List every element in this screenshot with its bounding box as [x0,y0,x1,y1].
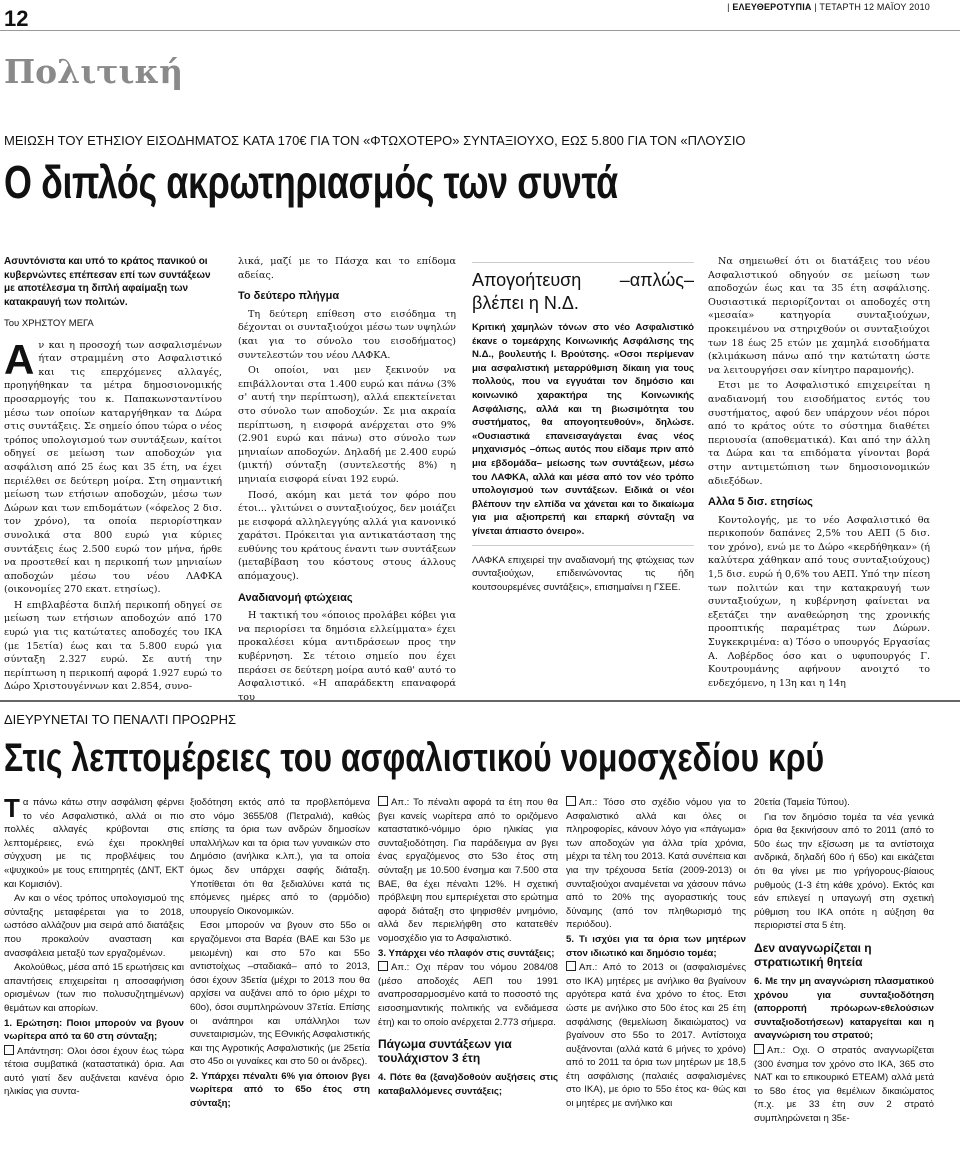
article1-paragraph: λικά, μαζί με το Πάσχα και το επίδομα αδείας. [238,256,456,281]
sidebar-box [472,262,694,546]
article-divider [0,700,960,702]
article2-kicker: ΔΙΕΥΡΥΝΕΤΑΙ ΤΟ ΠΕΝΑΛΤΙ ΠΡΟΩΡΗΣ [4,712,237,727]
answer-6: Απ.: Οχι. Ο στρατός αναγνωρίζεται (300 ένσημα τον χρόνο στο ΙΚΑ, 365 στο ΝΑΤ και το επικουρικό ΕΤΕΑΜ) αλλά μετά το 58ο έτος για θεμέλιων δικαιώματος (π.χ. με 33 έτη συν 2 στρατό συμπληρώνεται η 35ε- [754,1044,934,1124]
article1-column-4 [708,255,930,687]
question-3: 3. Υπάρχει νέο πλαφόν στις συντάξεις; [378,947,555,959]
article1-lead: Ασυντόνιστα και υπό το κράτος πανικού οι κυβερνώντες επέπεσαν επί των συντάξεων με αποτέλεσμα τη διπλή αφαίμαξη των κατακραυγή των πολιτών. [4,256,211,308]
question-4: 4. Πότε θα (ξανα)δοθούν αυξήσεις στις καταβαλλόμενες συντάξεις; [378,1072,558,1097]
article1-subhead: Το δεύτερο πλήγμα [238,290,340,303]
answer-1: Απάντηση: Ολοι όσοι έχουν έως τώρα τέτοια συμβατικά (καταστατικά) όρια. Ααι αυτό γιατί δεν αυξάνεται κανένα όριο ηλικίας για συντα- [4,1045,184,1098]
answer-2: Απ.: Το πέναλτι αφορά τα έτη που θα βγει κανείς νωρίτερα από το οριζόμενο καταστατικό-νόμιμο όριο ηλικίας για συνταξιοδότηση. Για παράδειγμα αν βγει ένας εργαζόμενος στο 53ο έτος στη σύνταξη με 10.500 ένσημα και 7.500 στα ΒΑΕ, θα έχει πέναλτι 12%. Η σχετική πρόβλεψη που εμπεριέχεται στο ερώτημα αφορά διάταξη στο ψηφισθέν μνημόνιο, αλλά δεν περιελήφθη στο κατατεθέν νομοσχέδιο για το Ασφαλιστικό. [378,797,558,944]
article1-subhead: Αλλα 5 δισ. ετησίως [708,496,813,509]
checkbox-icon [566,796,576,806]
article2-paragraph: Για τον δημόσιο τομέα τα νέα γενικά όρια θα ξεκινήσουν από το 2011 (από το 50ο έως την εξίσωση με τα αντίστοιχα ανδρικά, δηλαδή 60ο ή 65ο) και εικάζεται ότι θα γίνει με πιο γρήγορους-βίαιους ρυθμούς (1-3 έτη κάθε χρόνο). Εκτός και εάν επιλεγεί η υπαγωγή στη σχετική ρύθμιση του ΙΚΑ οπότε η αύξηση θα περιοριστεί στα 5 έτη. [754,811,934,932]
section-title: Πολιτική [4,52,184,91]
article1-dropcap: Α [4,335,35,383]
page-number: 12 [4,6,29,31]
article2-dropcap: Τ [4,793,20,823]
article2-column-2 [190,796,370,1150]
article1-paragraph: Η επιβλαβέστα διπλή περικοπή οδηγεί σε μείωση των ετήσιων αποδοχών από 170 ευρώ για τις κατώτατες αποδοχές του ΙΚΑ (με 15ετία) έως και τα 5.800 ευρώ για σύνταξη 2.327 ευρώ. Σε αυτή την περίπτωση η περικοπή αφορά 1.927 ευρώ το Δώρο Χριστουγέννων και 2.854, συνο- [4,599,222,693]
article2-paragraph: Ακολούθως, μέσα από 15 ερωτήσεις και απαντήσεις επιχειρείται η αποσαφήνιση ορισμένων (των πιο πολυσυζητημένων) θεμάτων και απορίων. [4,962,184,1014]
question-5: 5. Τι ισχύει για τα όρια των μητέρων στον ιδιωτικό και δημόσιο τομέα; [566,933,746,959]
article1-column-3 [472,262,694,687]
article1-byline: Του ΧΡΗΣΤΟΥ ΜΕΓΑ [4,318,94,329]
checkbox-icon [566,961,576,971]
article2-subhead: Δεν αναγνωρίζεται η στρατιωτική θητεία [754,940,872,969]
sidebar-box-title: Απογοήτευση –απλώς– βλέπει η Ν.Δ. [472,270,694,313]
checkbox-icon [4,1045,14,1055]
article1-paragraph: Ετσι με το Ασφαλιστικό επιχειρείται η αναδιανομή του εισοδήματος εντός του συστήματος, αφού δεν υπάρχουν νέοι πόροι από το κράτος ούτε το σύστημα διαθέτει περιουσία (αποθεματικά). Και από την άλλη τα Δώρα και τα επιδόματα γίνονται βορά στην αντιμετώπιση των δημοσιονομικών αδιεξόδων. [708,380,930,487]
article1-headline: Ο διπλός ακρωτηριασμός των συντά [4,156,618,208]
article2-subhead: Πάγωμα συντάξεων για τουλάχιστον 3 έτη [378,1037,512,1066]
article1-paragraph: Ποσό, ακόμη και μετά τον φόρο που έτοι... γλιτώνει ο συνταξιούχος, δεν μοιάζει με εισφορά αλληλεγγύης αλλά για κανονικό χαράτσι. Πρόκειται για αντικατάσταση της ευθύνης του κράτους έναντι των συντάξεων (μεταβίβαση του κόστους στους άλλους απόμαχους). [238,489,456,583]
article1-kicker: ΜΕΙΩΣΗ ΤΟΥ ΕΤΗΣΙΟΥ ΕΙΣΟΔΗΜΑΤΟΣ ΚΑΤΑ 170€ ΓΙΑ ΤΟΝ «ΦΤΩΧΟΤΕΡΟ» ΣΥΝΤΑΞΙΟΥΧΟ, ΕΩΣ 5.800 ΓΙΑ ΤΟΝ «ΠΛΟΥΣΙΟ [4,133,746,148]
masthead: | ΕΛΕΥΘΕΡΟΤΥΠΙΑ | ΤΕΤΑΡΤΗ 12 ΜΑΪΟΥ 2010 [727,2,930,12]
article1-paragraph: ΛΑΦΚΑ επιχειρεί την αναδιανομή της φτώχειας των συνταξιούχων, επιδεινώνοντας τις ήδη κουτσουρεμένες συντάξεις», επισημαίνει η ΓΣΕΕ. [472,554,694,593]
article2-paragraph: Αν και ο νέος τρόπος υπολογισμού της σύνταξης μεταφέρεται για το 2018, ωστόσο αλλάζουν μια σειρά από διατάξεις που προκαλούν ανασταση και ανασφάλεια μεταξύ των εργαζομένων. [4,893,184,959]
checkbox-icon [754,1044,764,1054]
article1-paragraph: Η τακτική του «όποιος προλάβει κόβει για να περιορίσει τα δημόσια ελλείμματα» έχει προκαλέσει κύμα αντιδράσεων προς την κυβέρνηση. Σε τέτοιο σημείο που έχει περάσει σε δεύτερη μοίρα αυτό καθ' αυτό το Ασφαλιστικό. «Η απαράδεκτη επαναφορά του [238,610,456,703]
article1-column-2 [238,255,456,703]
article1-column-1 [4,255,222,693]
article2-headline: Στις λεπτομέρειες του ασφαλιστικού νομοσχεδίου κρύ [4,736,825,780]
masthead-date: ΤΕΤΑΡΤΗ 12 ΜΑΪΟΥ 2010 [819,2,930,12]
question-1: 1. Ερώτηση: Ποιοι μπορούν να βγουν νωρίτερα από τα 60 στη σύνταξη; [4,1017,184,1043]
article2-paragraph: α πάνω κάτω στην ασφάλιση φέρνει το νέο Ασφαλιστικό, αλλά οι πιο πολλές αλλαγές κρύβονται στις λεπτομέρειες, ενώ έχει προκληθεί σύγχυση με τις προβλέψεις του «ψυχικού» με τους επιτηρητές (ΔΝΤ, ΕΚΤ και Κομισιόν). [4,797,184,890]
answer-3: Απ.: Οχι πέραν του νόμου 2084/08 (μέσο αποδοχές ΑΕΠ του 1991 αναπροσαρμοσμένο κατά το ποσοστό της εισοσημαντικής πολιτικής να ενδιάμεσα έτη) και το οποίο ανέρχεται 2.773 σήμερα. [378,962,558,1028]
article1-paragraph: Οι οποίοι, ναι μεν ξεκινούν να επιβάλλονται στα 1.400 ευρώ και πάνω (3% σ' αυτή την περίπτωση), αλλά επεκτείνεται στο σύνολο των αποδοχών. Σε μια ακραία περίπτωση, η εισφορά ανέρχεται στο 9% (2.901 ευρώ και πάνω) στο σύνολο των μηνιαίων αποδοχών. Δηλαδή με 2.400 ευρώ (μικτή) σύνταξη (συντελεστής 8%) η μηνιαία εισφορά είναι 192 ευρώ. [238,365,456,485]
question-6: 6. Με την μη αναγνώριση πλασματικού χρόνου για συνταξιοδότηση (απορροπή πρόωρων-εθελούσιων συνταξιοδοτήσεων) καταργείται και η αναγνώριση του στρατού; [754,975,934,1042]
question-2: 2. Υπάρχει πέναλτι 6% για όποιον βγει νωρίτερα από το 65ο έτος στη σύνταξη; [190,1070,370,1110]
article2-column-5 [754,796,934,1150]
checkbox-icon [378,961,388,971]
answer-5: Απ.: Από το 2013 οι (ασφαλισμένες στο ΙΚΑ) μητέρες με ανήλικο θα βγαίνουν αργότερα κατά ένα χρόνο το έτος. Ετσι ώστε με ανήλικο στο 50ο έτος και 25 έτη ασφάλισης (θεμελίωση δικαιώματος) να βγαίνουν στο 55ο το 2017. Αντίστοιχα αυξάνονται (αλλά κατά 6 μήνες το χρόνο) από το 2011 τα όρια των μητέρων με 18,5 έτη ασφάλισης (παλαιές ασφαλισμένες στο ΙΚΑ), με όριο το 55ο έτος κα- θώς και οι μητέρες με ανήλικο και [566,962,746,1110]
masthead-paper: ΕΛΕΥΘΕΡΟΤΥΠΙΑ [732,2,812,12]
article2-column-4 [566,796,746,1150]
article2-column-3 [378,796,558,1150]
article1-paragraph: ν και η προσοχή των ασφαλισμένων ήταν στραμμένη στο Ασφαλιστικό και τις επερχόμενες αλλαγές, προηγήθηκαν τα μέτρα δημοσιονομικής προσαρμογής του κ. Παπακωνσταντίνου μέσω των οποίων καταργήθηκαν τα Δώρα στις συντάξεις. Σε σημείο όπου τώρα ο νέος τρόπος υπολογισμού των συντάξεων, καίτοι οδηγεί σε μείωση των αποδοχών για ασφάλιση από 25 έως και 35 έτη, να έχει περιέλθει σε δεύτερη μοίρα. Στη σημαντική μείωση των ετήσιων αποδοχών, μέσω των Δώρων και των επιδομάτων («όφελος 2 δισ. τον χρόνο), τα οποία περιορίστηκαν συνολικά στα 800 ευρώ για κύριες συντάξεις έως 2.500 ευρώ τον μήνα, ήρθε να προστεθεί και η περικοπή των μηνιαίων αποδοχών μέσω του νέου ΛΑΦΚΑ (οικονομίες 270 εκατ. ετησίως). [4,339,222,596]
sidebar-box-text: Κριτική χαμηλών τόνων στο νέο Ασφαλιστικό έκανε ο τομεάρχης Κοινωνικής Ασφάλισης της Ν.Δ., βουλευτής Ι. Βρούτσης. «Οσοι περίμεναν μια ασφαλιστική μεταρρύθμιση δίκαιη για τους πολλούς, που να εγγυάται τον δημόσιο και κοινωνικό χαρακτήρα της Κοινωνικής Ασφάλισης, αλλά και τη βιωσιμότητα του συστήματος, θα απογοητευθούν», δηλώσε. «Ουσιαστικά επανεισαγάγεται ένας νέος μηχανισμός –όπως αυτός που είδαμε πριν από μια εβδομάδα– μείωσης των συντάξεων, μέσω του ΛΑΦΚΑ, αλλά και μέσα από τον νέο τρόπο υπολογισμού των συντάξεων. Ειδικά οι νέοι βλέπουν την ελπίδα να χάνεται και το δικαίωμα για μια αξιοπρεπή και επαρκή σύνταξη να γίνεται άπιαστο όνειρο». [472,322,694,537]
article1-paragraph: Να σημειωθεί ότι οι διατάξεις του νέου Ασφαλιστικού οδηγούν σε μείωση των αποδοχών έως και τα 35 έτη ασφάλισης. Ουσιαστικά περιορίζονται οι αποδοχές στη «μεσαία» κατηγορία συνταξιούχων, προκειμένου να στηριχθούν οι συνταξιούχοι των 18 έως 25 ετών με χαμηλά εισοδήματα (κλιμάκωση πάνω από την κατώτατη ώστε να λειτουργήσει σαν κίνητρο παραμονής). [708,256,930,376]
article1-paragraph: Κοντολογής, με το νέο Ασφαλιστικό θα περικοπούν δαπάνες 2,5% του ΑΕΠ (5 δισ. τον χρόνο), ενώ με το Δώρο «κερδήθηκαν» (ή καλύτερα χάθηκαν από τους συνταξιούχους) 1,5 δισ. ευρώ ή 0,6% του ΑΕΠ. Υπό την πίεση των πολιτών και την κατακραυγή των συνταξιούχων, η κυβέρνηση φαίνεται να εξετάζει την αναθεώρηση της χρονικής προοπτικής παραμέτρας των Δώρων. Συγκεκριμένα: α) Τόσο ο υπουργός Εργασίας Α. Λοβέρδος όσο και ο υφυπουργός Γ. Κουτρουμάνης αφήνουν ανοιχτό το ενδεχόμενο, η 13η και η 14η [708,514,930,689]
article2-paragraph: ξιοδότηση εκτός από τα προβλεπόμενα στο νόμο 3655/08 (Πετραλιά), καθώς επίσης τα όρια των ανδρών δημοσίων υπαλλήλων και τα όρια των γυναικών στο Δημόσιο (ανήλικα κ.λπ.), για τα οποία όμως δεν υπάρχει σαφής διάταξη. Υποτίθεται ότι θα ξεδιαλύνει κατά τις επόμενες ημέρες από το (αρμόδιο) υπουργείο Οικονομικών. [190,797,370,917]
article1-subhead: Αναδιανομή φτώχειας [238,591,353,604]
checkbox-icon [378,796,388,806]
article2-column-1 [4,793,184,1150]
header-divider [0,30,960,31]
article2-paragraph: Εσοι μπορούν να βγουν στο 55ο οι εργαζόμενοι στα Βαρέα (ΒΑΕ και 53ο με μειωμένη) και στο 57ο και 55ο αντιστοίχως –σταδιακά– από το 2013, όσοι έχουν 35ετία (μέχρι το 2013 που θα αρχίσει να αυξάνει από το όριο μέχρι το 60ο), όσοι συμπληρώνουν 37ετία. Επίσης οι ανάπηροι και υπάλληλοι των συνεταιρισμών, της ΕΘνικής Ασφαλιστικής και της Αγροτικής Ασφαλιστικής (με 25ετία στο 45ο οι γυναίκες και στο 50 οι άνδρες). [190,920,370,1068]
article1-paragraph: Τη δεύτερη επίθεση στο εισόδημα τη δέχονται οι συνταξιούχοι μέσω των υψηλών (και για το σύνολο του εισοδήματος) συντελεστών του νέου ΛΑΦΚΑ. [238,308,456,361]
article2-paragraph: 20ετία (Ταμεία Τύπου). [754,797,850,808]
answer-4: Απ.: Τόσο στο σχέδιο νόμου για το Ασφαλιστικό αλλά και όλες οι πληροφορίες, κάνουν λόγο για «πάγωμα» των αποδοχών για άλλα τρία χρόνια, μέχρι τα τέλη του 2013. Κατά συνέπεια και για την τρέχουσα 5ετία (2009-2013) οι συνταξιούχοι αναμένεται να χάσουν πάνω από το 20% της αγοραστικής τους δύναμης (από τον πληθωρισμό της περιόδου). [566,797,746,931]
